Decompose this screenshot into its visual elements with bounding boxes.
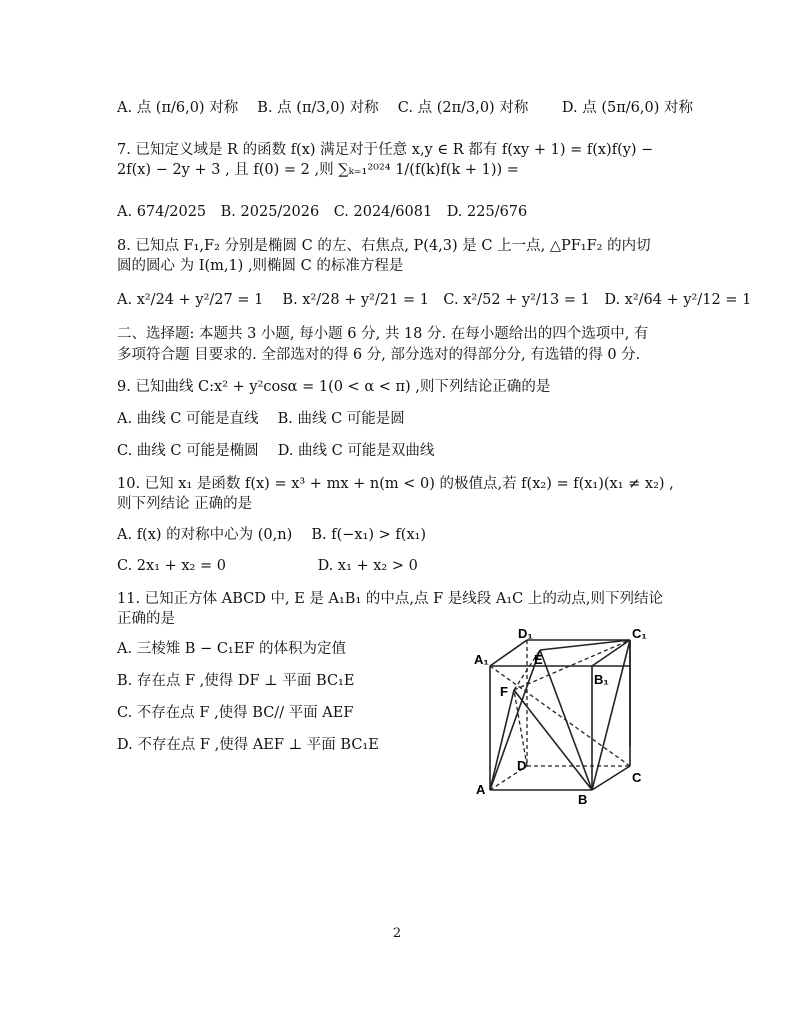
line-11: A. 曲线 C 可能是直线 B. 曲线 C 可能是圆 [117, 411, 405, 427]
label-A: A [476, 782, 486, 797]
line-7: A. x²/24 + y²/27 = 1 B. x²/28 + y²/21 = 1 C. x²/52 + y²/13 = 1 D. x²/64 + y²/12 = 1 [117, 292, 752, 308]
line-16: C. 2x₁ + x₂ = 0 D. x₁ + x₂ > 0 [117, 558, 418, 574]
label-D: D [517, 758, 527, 773]
label-C: C [632, 770, 642, 785]
label-D1: D₁ [518, 628, 533, 641]
line-20: B. 存在点 F ,使得 DF ⊥ 平面 BC₁E [117, 673, 355, 689]
line-18: 正确的是 [117, 611, 175, 627]
line-22: D. 不存在点 F ,使得 AEF ⊥ 平面 BC₁E [117, 737, 379, 753]
line-15: A. f(x) 的对称中心为 (0,n) B. f(−x₁) > f(x₁) [117, 527, 427, 543]
label-E: E [534, 652, 543, 667]
line-2: 7. 已知定义域是 R 的函数 f(x) 满足对于任意 x,y ∈ R 都有 f(xy + 1) = f(x)f(y) − [117, 142, 654, 158]
line-3: 2f(x) − 2y + 3 , 且 f(0) = 2 ,则 ∑ₖ₌₁²⁰²⁴ 1/(f(k)f(k + 1)) = [117, 162, 519, 178]
label-C1: C₁ [632, 628, 647, 641]
line-14: 则下列结论 正确的是 [117, 496, 253, 512]
line-12: C. 曲线 C 可能是椭圆 D. 曲线 C 可能是双曲线 [117, 443, 435, 459]
label-B: B [578, 792, 588, 807]
line-10: 9. 已知曲线 C:x² + y²cosα = 1(0 < α < π) ,则下列结论正确的是 [117, 379, 551, 395]
line-8: 二、选择题: 本题共 3 小题, 每小题 6 分, 共 18 分. 在每小题给出的四个选项中, 有 [117, 326, 649, 342]
page-number: 2 [392, 926, 402, 941]
label-F: F [500, 684, 508, 699]
line-1: A. 点 (π/6,0) 对称 B. 点 (π/3,0) 对称 C. 点 (2π/3,0) 对称 D. 点 (5π/6,0) 对称 [117, 100, 693, 116]
line-21: C. 不存在点 F ,使得 BC// 平面 AEF [117, 705, 354, 721]
line-4: A. 674/2025 B. 2025/2026 C. 2024/6081 D. 225/676 [117, 204, 528, 220]
label-A1: A₁ [474, 652, 489, 667]
line-5: 8. 已知点 F₁,F₂ 分别是椭圆 C 的左、右焦点, P(4,3) 是 C 上一点, △PF₁F₂ 的内切 [117, 238, 651, 254]
line-13: 10. 已知 x₁ 是函数 f(x) = x³ + mx + n(m < 0) 的极值点,若 f(x₂) = f(x₁)(x₁ ≠ x₂) , [117, 476, 674, 492]
label-B1: B₁ [594, 672, 609, 687]
line-9: 多项符合题 目要求的. 全部选对的得 6 分, 部分选对的得部分分, 有选错的得 0 分. [117, 347, 641, 363]
line-6: 圆的圆心 为 I(m,1) ,则椭圆 C 的标准方程是 [117, 258, 404, 274]
line-17: 11. 已知正方体 ABCD 中, E 是 A₁B₁ 的中点,点 F 是线段 A₁C 上的动点,则下列结论 [117, 591, 663, 607]
cube-figure [462, 628, 648, 808]
line-19: A. 三棱雉 B − C₁EF 的体积为定值 [117, 641, 346, 657]
